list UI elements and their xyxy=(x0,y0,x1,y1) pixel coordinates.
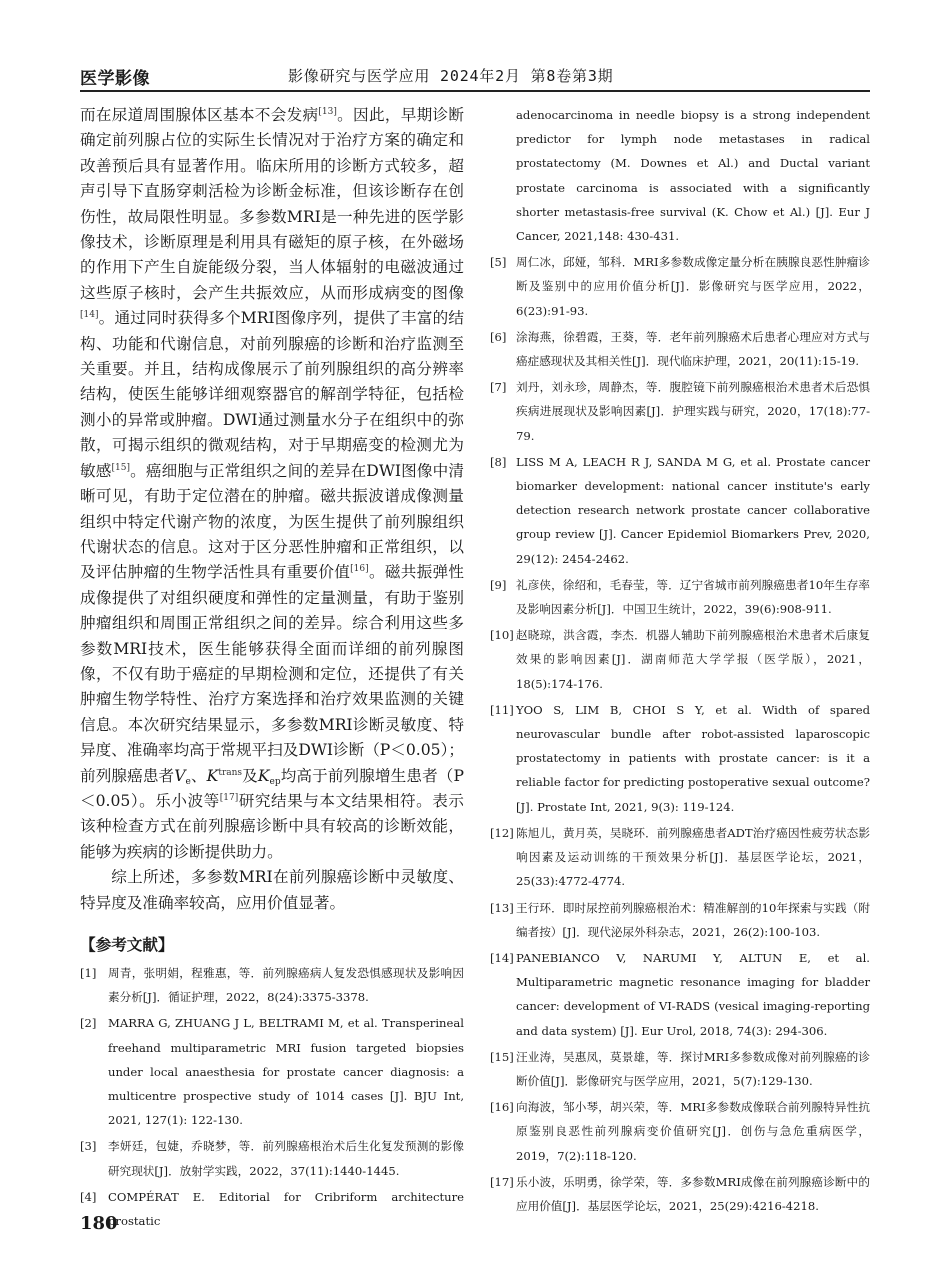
page-header xyxy=(80,62,870,92)
right-column xyxy=(490,103,870,1220)
reference-item: [4] COMPÉRAT E. Editorial for Cribriform architecture prostatic xyxy=(80,1189,464,1229)
page-number: 180 xyxy=(80,1213,118,1234)
reference-continuation: adenocarcinoma in needle biopsy is a strong independent predictor for lymph node metastases in radical prostatectomy (M. Downes et Al.) and Ductal variant prostate carcinoma is associated with a significantly shorter metastasis-free survival (K. Chow et Al.) [J]. Eur J Cancer, 2021,148: 430-431. xyxy=(516,108,870,244)
reference-item: [14] PANEBIANCO V, NARUMI Y, ALTUN E, et al. Multiparametric magnetic resonance imaging for bladder cancer: development of VI-RADS (vesical imaging-reporting and data system) [J]. Eur Urol, 2018, 74(3): 294-306. xyxy=(490,950,870,1038)
reference-item: [9] 礼彦侠，徐绍和，毛春莹，等．辽宁省城市前列腺癌患者10年生存率及影响因素分析[J]．中国卫生统计，2022，39(6):908-911. xyxy=(490,577,870,617)
reference-item: [13] 王行环．即时尿控前列腺癌根治术：精准解剖的10年探索与实践（附编者按）[J]．现代泌尿外科杂志，2021，26(2):100-103. xyxy=(490,900,870,939)
reference-item: [5] 周仁冰，邱娅，邹科．MRI多参数成像定量分析在胰腺良恶性肿瘤诊断及鉴别中的应用价值分析[J]．影像研究与医学应用，2022，6(23):91-93. xyxy=(490,255,870,318)
reference-item: [8] LISS M A, LEACH R J, SANDA M G, et al. Prostate cancer biomarker development: national cancer institute's early detection research network prostate cancer collaborative group review [J]. Cancer Epidemiol Biomarkers Prev, 2020, 29(12): 2454-2462. xyxy=(490,454,870,566)
citation-17[interactable]: [17] xyxy=(219,792,239,803)
reference-item: [7] 刘丹，刘永珍，周静杰，等．腹腔镜下前列腺癌根治术患者术后恐惧疾病进展现状及影响因素[J]．护理实践与研究，2020，17(18):77-79. xyxy=(490,380,870,443)
references-heading: 【参考文献】 xyxy=(80,936,174,954)
reference-item: [15] 汪业涛，吴惠凤，莫景雄，等．探讨MRI多参数成像对前列腺癌的诊断价值[J]．影像研究与医学应用，2021，5(7):129-130. xyxy=(490,1049,870,1088)
journal-issue-info: 影像研究与医学应用 2024年2月 第8卷第3期 xyxy=(288,67,614,85)
reference-item: [11] YOO S, LIM B, CHOI S Y, et al. Width of spared neurovascular bundle after robot-assisted laparoscopic prostatectomy in patients with prostate cancer: is it a reliable factor for predicting postoperative sexual outcome? [J]. Prostate Int, 2021, 9(3): 119-124. xyxy=(490,702,870,814)
discussion-paragraph: 而在尿道周围腺体区基本不会发病[13]。因此，早期诊断确定前列腺占位的实际生长情况对于治疗方案的确定和改善预后具有显著作用。临床所用的诊断方式较多，超声引导下直肠穿刺活检为诊断金标准，但该诊断存在创伤性，故局限性明显。多参数MRI是一种先进的医学影像技术，诊断原理是利用具有磁矩的原子核，在外磁场的作用下产生自旋能级分裂，当人体辐射的电磁波通过这些原子核时，会产生共振效应，从而形成病变的图像[14]。通过同时获得多个MRI图像序列，提供了丰富的结构、功能和代谢信息，对前列腺癌的诊断和治疗监测至关重要。并且，结构成像展示了前列腺组织的高分辨率结构，使医生能够详细观察器官的解剖学特征，包括检测小的异常或肿瘤。DWI通过测量水分子在组织中的弥散，可揭示组织的微观结构，对于早期癌变的检测尤为敏感[15]。癌细胞与正常组织之间的差异在DWI图像中清晰可见，有助于定位潜在的肿瘤。磁共振波谱成像测量组织中特定代谢产物的浓度，为医生提供了前列腺组织代谢状态的信息。这对于区分恶性肿瘤和正常组织，以及评估肿瘤的生物学活性具有重要价值[16]。磁共振弹性成像提供了对组织硬度和弹性的定量测量，有助于鉴别肿瘤组织和周围正常组织之间的差异。综合利用这些多参数MRI技术，医生能够获得全面而详细的前列腺图像，不仅有助于癌症的早期检测和定位，还提供了有关肿瘤生物学特性、治疗方案选择和治疗效果监测的关键信息。本次研究结果显示，多参数MRI诊断灵敏度、特异度、准确率均高于常规平扫及DWI诊断（P＜0.05）；前列腺癌患者$V_e$、$K^{trans}$及$K_{ep}$均高于前列腺增生患者（P＜0.05）。乐小波等[17]研究结果与本文结果相符。表示该种检查方式在前列腺癌诊断中具有较高的诊断效能，能够为疾病的诊断提供助力。 xyxy=(80,106,464,861)
reference-item: [10] 赵晓琼，洪含霞，李杰．机器人辅助下前列腺癌根治术患者术后康复效果的影响因素[J]．湖南师范大学学报（医学版），2021，18(5):174-176. xyxy=(490,628,870,691)
conclusion-paragraph: 综上所述，多参数MRI在前列腺癌诊断中灵敏度、特异度及准确率较高，应用价值显著。 xyxy=(80,868,464,912)
reference-item: [16] 向海波，邹小琴，胡兴荣，等．MRI多参数成像联合前列腺特异性抗原鉴别良恶性前列腺病变价值研究[J]．创伤与急危重病医学，2019，7(2):118-120. xyxy=(490,1100,870,1163)
reference-item: [12] 陈旭儿，黄月英，吴晓环．前列腺癌患者ADT治疗癌因性疲劳状态影响因素及运动训练的干预效果分析[J]．基层医学论坛，2021，25(33):4772-4774. xyxy=(490,825,870,889)
citation-15[interactable]: [15] xyxy=(111,462,130,473)
reference-item: [17] 乐小波，乐明勇，徐学荣，等．多参数MRI成像在前列腺癌诊断中的应用价值[J]．基层医学论坛，2021，25(29):4216-4218. xyxy=(490,1174,870,1213)
reference-item: [1] 周青，张明娟，程雅惠，等．前列腺癌病人复发恐惧感现状及影响因素分析[J]．循证护理，2022，8(24):3375-3378. xyxy=(80,966,464,1005)
citation-13[interactable]: [13] xyxy=(318,107,337,117)
reference-item: [3] 李妍廷，包婕，乔晓梦，等．前列腺癌根治术后生化复发预测的影像研究现状[J]．放射学实践，2022，37(11):1440-1445. xyxy=(80,1139,464,1178)
reference-item: [2] MARRA G, ZHUANG J L, BELTRAMI M, et al. Transperineal freehand multiparametric MRI fusion targeted biopsies under local anaesthesia for prostate cancer diagnosis: a multicentre prospective study of 1014 cases [J]. BJU Int, 2021, 127(1): 122-130. xyxy=(80,1016,464,1128)
citation-16[interactable]: [16] xyxy=(350,564,369,575)
reference-item: [6] 涂海燕，徐碧霞，王葵，等．老年前列腺癌术后患者心理应对方式与癌症感现状及其相关性[J]．现代临床护理，2021，20(11):15-19. xyxy=(490,329,870,369)
citation-14[interactable]: [14] xyxy=(80,310,99,321)
journal-name: 医学影像 xyxy=(80,69,150,89)
left-column xyxy=(80,103,464,1235)
